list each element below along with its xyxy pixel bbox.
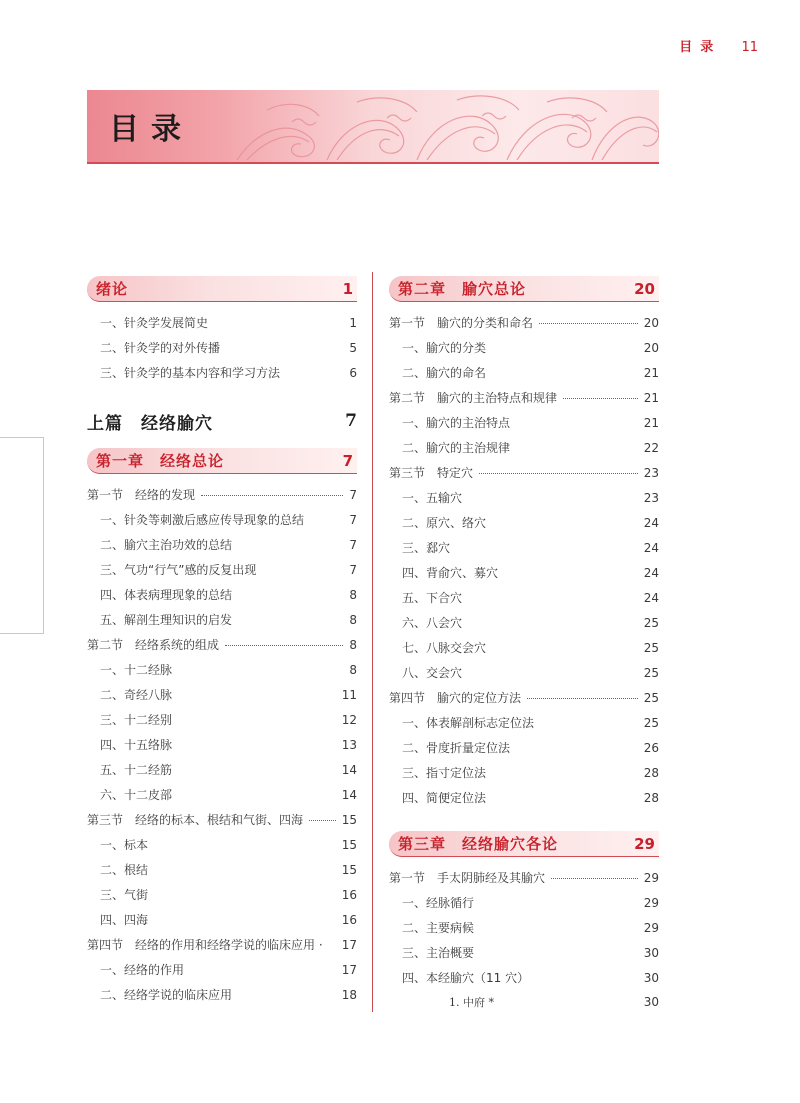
entry-page: 18	[341, 988, 357, 1002]
entry-label: 一、经络的作用	[100, 963, 185, 977]
entry-page: 8	[349, 638, 357, 652]
page-title: 目录	[109, 112, 193, 147]
entry-page: 26	[643, 741, 659, 755]
entry-page: 29	[643, 896, 659, 910]
section-title: 腧穴的分类和命名	[437, 316, 534, 330]
toc-entry[interactable]	[389, 739, 659, 764]
running-head	[679, 36, 758, 55]
section-entry[interactable]	[389, 464, 659, 489]
section-number: 第一节	[87, 488, 124, 502]
toc-entry[interactable]	[389, 894, 659, 919]
entry-page: 28	[643, 791, 659, 805]
entry-page: 16	[341, 888, 357, 902]
entry-page: 7	[349, 488, 357, 502]
toc-right-column	[389, 276, 659, 1019]
toc-entry[interactable]	[87, 886, 357, 911]
entry-label: 二、腧穴的命名	[402, 366, 487, 380]
toc-entry[interactable]	[389, 414, 659, 439]
toc-entry[interactable]	[87, 586, 357, 611]
entry-page: 11	[341, 688, 357, 702]
toc-entry[interactable]	[389, 714, 659, 739]
entry-page: 13	[341, 738, 357, 752]
entry-label: 四、四海	[100, 913, 149, 927]
entry-label: 一、针灸学发展简史	[100, 316, 209, 330]
entry-label: 八、交会穴	[402, 666, 463, 680]
entry-page: 30	[643, 971, 659, 985]
entry-label: 六、八会穴	[402, 616, 463, 630]
section-number: 第三节	[87, 813, 124, 827]
entry-page: 25	[643, 691, 659, 705]
toc-entry[interactable]	[87, 686, 357, 711]
part-page: 7	[345, 411, 357, 431]
entry-label: 二、骨度折量定位法	[402, 741, 511, 755]
section-title: 腧穴的定位方法	[437, 691, 522, 705]
entry-label: 一、体表解剖标志定位法	[402, 716, 535, 730]
entry-label: 五、解剖生理知识的启发	[100, 613, 233, 627]
contents-banner	[87, 90, 659, 164]
entry-label: 一、针灸等刺激后感应传导现象的总结	[100, 513, 305, 527]
entry-page: 7	[349, 538, 357, 552]
toc-entry[interactable]	[87, 836, 357, 861]
chapter-heading-1[interactable]	[87, 448, 357, 474]
entry-label: 1. 中府 *	[449, 996, 494, 1009]
entry-label: 二、主要病候	[402, 921, 475, 935]
entry-label: 七、八脉交会穴	[402, 641, 487, 655]
toc-entry[interactable]	[87, 911, 357, 936]
section-entry[interactable]	[389, 389, 659, 414]
toc-entry[interactable]	[389, 764, 659, 789]
section-entry[interactable]	[87, 486, 357, 511]
section-title: 经络的发现	[135, 488, 196, 502]
entry-label: 五、十二经筋	[100, 763, 173, 777]
section-number: 第二节	[87, 638, 124, 652]
chapter-page: 1	[342, 279, 353, 298]
toc-entry[interactable]	[87, 661, 357, 686]
section-title: 经络系统的组成	[135, 638, 220, 652]
section-entry[interactable]	[389, 314, 659, 339]
entry-page: 6	[349, 366, 357, 380]
entry-page: 25	[643, 616, 659, 630]
entry-label: 三、主治概要	[402, 946, 475, 960]
entry-page: 7	[349, 513, 357, 527]
chapter-title: 第三章 经络腧穴各论	[398, 835, 559, 853]
entry-page: 30	[643, 995, 659, 1009]
entry-label: 三、指寸定位法	[402, 766, 487, 780]
chapter-heading-3[interactable]	[389, 831, 659, 857]
entry-page: 24	[643, 541, 659, 555]
entry-label: 二、奇经八脉	[100, 688, 173, 702]
toc-entry[interactable]	[87, 736, 357, 761]
entry-page: 25	[643, 641, 659, 655]
toc-entry[interactable]	[87, 611, 357, 636]
dot-leader	[309, 820, 336, 821]
entry-page: 1	[349, 316, 357, 330]
section-number: 第四节	[87, 938, 124, 952]
toc-entry[interactable]	[87, 314, 357, 339]
section-number: 第二节	[389, 391, 426, 405]
entry-label: 一、腧穴的主治特点	[402, 416, 511, 430]
entry-page: 21	[643, 366, 659, 380]
section-entry[interactable]	[87, 636, 357, 661]
page-number: 11	[741, 40, 758, 55]
entry-label: 四、本经腧穴（11 穴）	[402, 971, 530, 985]
entry-label: 二、根结	[100, 863, 149, 877]
entry-page: 15	[341, 863, 357, 877]
toc-entry[interactable]	[87, 761, 357, 786]
entry-page: 29	[643, 921, 659, 935]
section-title: 经络的作用和经络学说的临床应用 ·	[135, 938, 323, 952]
toc-entry[interactable]	[389, 919, 659, 944]
toc-entry[interactable]	[87, 339, 357, 364]
entry-page: 8	[349, 663, 357, 677]
entry-page: 7	[349, 563, 357, 577]
page-edge-tab	[0, 437, 44, 634]
toc-entry[interactable]	[389, 514, 659, 539]
section-number: 第一节	[389, 871, 426, 885]
entry-label: 三、气街	[100, 888, 149, 902]
section-title: 腧穴的主治特点和规律	[437, 391, 558, 405]
toc-entry[interactable]	[87, 786, 357, 811]
entry-label: 三、针灸学的基本内容和学习方法	[100, 366, 281, 380]
chapter-page: 29	[634, 834, 655, 853]
entry-page: 17	[341, 963, 357, 977]
section-entry[interactable]	[389, 689, 659, 714]
toc-entry[interactable]	[389, 339, 659, 364]
toc-entry[interactable]	[87, 536, 357, 561]
toc-entry[interactable]	[389, 789, 659, 814]
entry-page: 24	[643, 516, 659, 530]
toc-subentry[interactable]	[389, 994, 659, 1019]
section-title: 手太阴肺经及其腧穴	[437, 871, 546, 885]
part-heading[interactable]	[87, 406, 357, 436]
entry-page: 20	[643, 316, 659, 330]
dot-leader	[527, 698, 638, 699]
toc-entry[interactable]	[87, 961, 357, 986]
toc-entry[interactable]	[389, 969, 659, 994]
entry-page: 30	[643, 946, 659, 960]
toc-left-column	[87, 276, 357, 1011]
dot-leader	[563, 398, 638, 399]
section-number: 第一节	[389, 316, 426, 330]
toc-entry[interactable]	[389, 589, 659, 614]
toc-entry[interactable]	[87, 711, 357, 736]
toc-entry[interactable]	[87, 364, 357, 389]
entry-page: 22	[643, 441, 659, 455]
toc-entry[interactable]	[87, 986, 357, 1011]
chapter-heading-2[interactable]	[389, 276, 659, 302]
toc-entry[interactable]	[87, 511, 357, 536]
dot-leader	[225, 645, 343, 646]
entry-page: 8	[349, 613, 357, 627]
entry-label: 一、十二经脉	[100, 663, 173, 677]
dot-leader	[539, 323, 638, 324]
entry-label: 一、腧穴的分类	[402, 341, 487, 355]
entry-page: 23	[643, 466, 659, 480]
entry-label: 一、经脉循行	[402, 896, 475, 910]
entry-page: 5	[349, 341, 357, 355]
entry-label: 二、原穴、络穴	[402, 516, 487, 530]
entry-label: 二、针灸学的对外传播	[100, 341, 221, 355]
toc-entry[interactable]	[389, 564, 659, 589]
entry-page: 8	[349, 588, 357, 602]
entry-label: 四、体表病理现象的总结	[100, 588, 233, 602]
entry-page: 15	[341, 838, 357, 852]
section-entry[interactable]	[389, 869, 659, 894]
dot-leader	[201, 495, 343, 496]
running-head-title: 目录	[679, 40, 722, 55]
entry-page: 20	[643, 341, 659, 355]
section-title: 特定穴	[437, 466, 474, 480]
dot-leader	[479, 473, 638, 474]
chapter-title: 第一章 经络总论	[96, 452, 225, 470]
entry-label: 四、简便定位法	[402, 791, 487, 805]
entry-page: 25	[643, 666, 659, 680]
toc-entry[interactable]	[389, 539, 659, 564]
entry-label: 二、腧穴的主治规律	[402, 441, 511, 455]
entry-page: 24	[643, 591, 659, 605]
toc-entry[interactable]	[87, 561, 357, 586]
entry-page: 14	[341, 763, 357, 777]
section-title: 经络的标本、根结和气街、四海	[135, 813, 304, 827]
entry-label: 二、经络学说的临床应用	[100, 988, 233, 1002]
section-number: 第四节	[389, 691, 426, 705]
entry-page: 24	[643, 566, 659, 580]
section-entry[interactable]	[87, 936, 357, 961]
toc-entry[interactable]	[389, 364, 659, 389]
chapter-heading-intro[interactable]	[87, 276, 357, 302]
section-entry[interactable]	[87, 811, 357, 836]
toc-entry[interactable]	[389, 439, 659, 464]
entry-page: 14	[341, 788, 357, 802]
toc-entry[interactable]	[389, 664, 659, 689]
entry-page: 25	[643, 716, 659, 730]
entry-label: 三、郄穴	[402, 541, 451, 555]
dot-leader	[551, 878, 638, 879]
toc-entry[interactable]	[87, 861, 357, 886]
toc-entry[interactable]	[389, 639, 659, 664]
entry-page: 12	[341, 713, 357, 727]
entry-label: 四、十五络脉	[100, 738, 173, 752]
chapter-title: 绪论	[96, 280, 129, 298]
entry-page: 17	[341, 938, 357, 952]
entry-label: 六、十二皮部	[100, 788, 173, 802]
toc-entry[interactable]	[389, 489, 659, 514]
part-title: 上篇 经络腧穴	[87, 413, 213, 434]
toc-entry[interactable]	[389, 614, 659, 639]
chapter-page: 7	[342, 451, 353, 470]
entry-label: 三、气功“行气”感的反复出现	[100, 563, 257, 577]
entry-page: 21	[643, 416, 659, 430]
entry-page: 23	[643, 491, 659, 505]
toc-entry[interactable]	[389, 944, 659, 969]
section-number: 第三节	[389, 466, 426, 480]
entry-label: 二、腧穴主治功效的总结	[100, 538, 233, 552]
column-divider	[372, 272, 373, 1012]
entry-page: 16	[341, 913, 357, 927]
entry-label: 一、五输穴	[402, 491, 463, 505]
entry-label: 四、背俞穴、募穴	[402, 566, 499, 580]
chapter-page: 20	[634, 279, 655, 298]
entry-page: 21	[643, 391, 659, 405]
entry-label: 一、标本	[100, 838, 149, 852]
entry-label: 三、十二经别	[100, 713, 173, 727]
entry-page: 15	[341, 813, 357, 827]
entry-page: 29	[643, 871, 659, 885]
chapter-title: 第二章 腧穴总论	[398, 280, 527, 298]
entry-page: 28	[643, 766, 659, 780]
entry-label: 五、下合穴	[402, 591, 463, 605]
